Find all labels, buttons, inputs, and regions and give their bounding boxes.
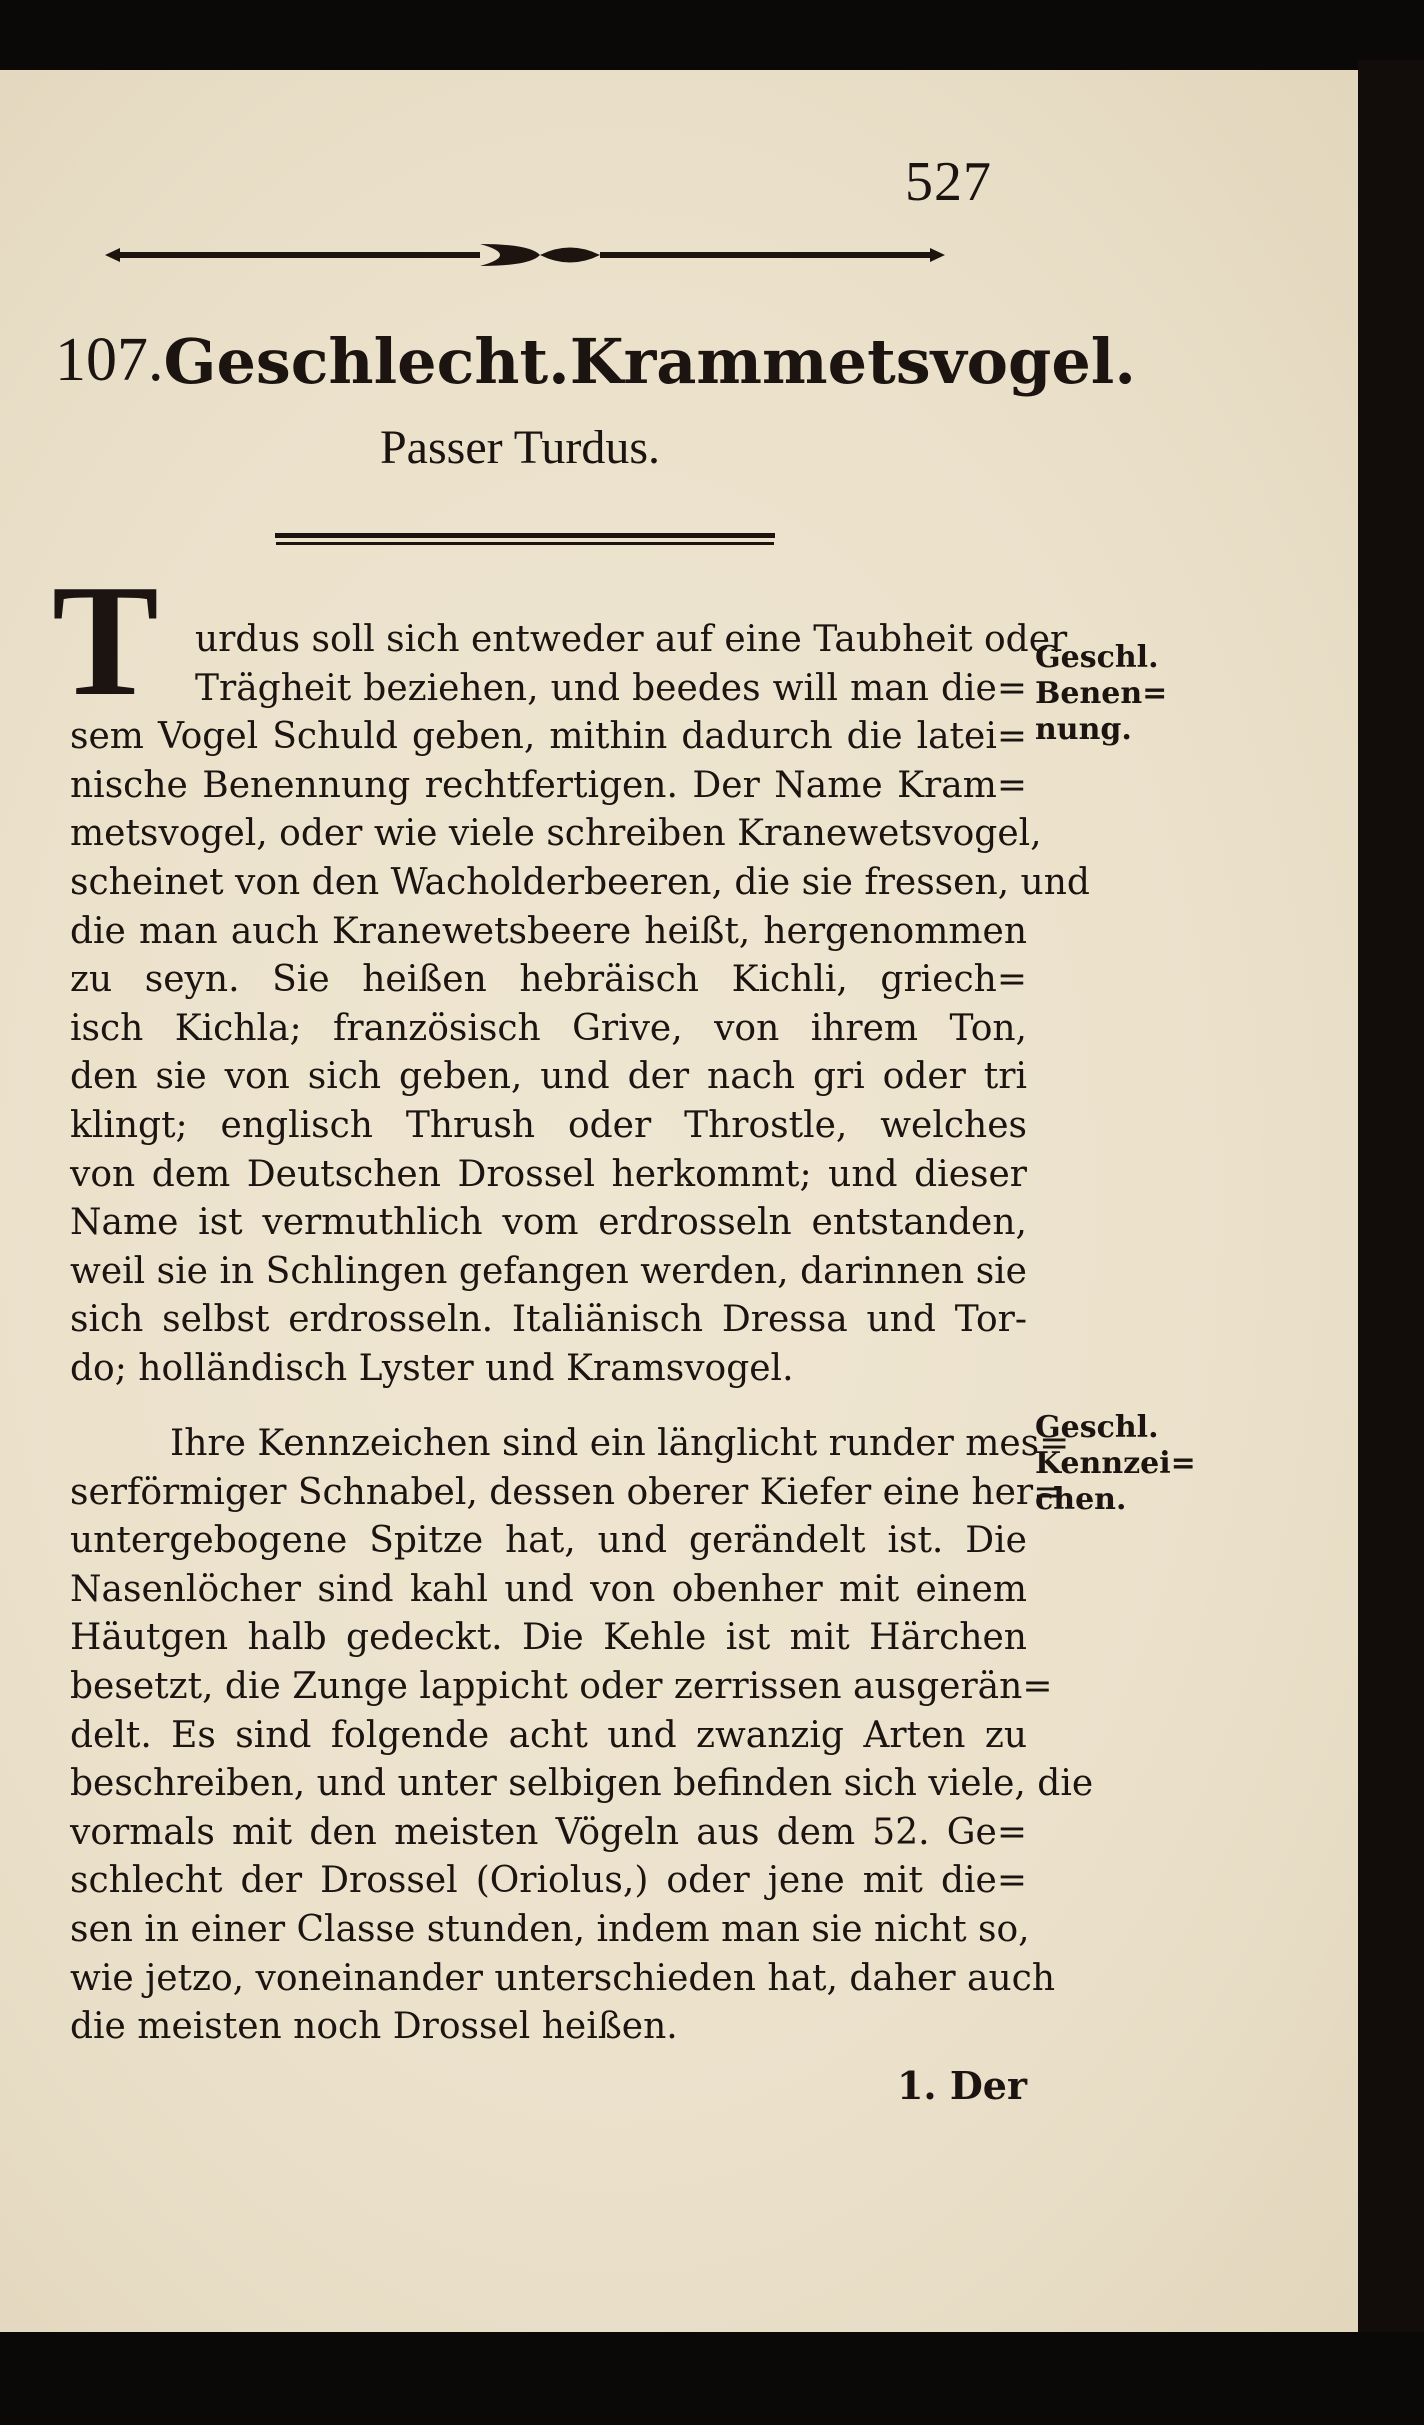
text-line: sem Vogel Schuld geben, mithin dadurch die latei= bbox=[70, 716, 1027, 758]
text-line: Nasenlöcher sind kahl und von obenher mit einem bbox=[70, 1568, 1027, 1610]
text-line: besetzt, die Zunge lappicht oder zerrissen ausgerän= bbox=[70, 1665, 1053, 1707]
text-line: den sie von sich geben, und der nach gri oder tri bbox=[70, 1056, 1027, 1098]
text-line: sen in einer Classe stunden, indem man sie nicht so, bbox=[70, 1908, 1030, 1950]
text-line: delt. Es sind folgende acht und zwanzig Arten zu bbox=[70, 1714, 1027, 1756]
latin-subtitle: Passer Turdus. bbox=[379, 421, 661, 474]
text-line: die meisten noch Drossel heißen. bbox=[70, 2006, 678, 2048]
text-line: Häutgen halb gedeckt. Die Kehle ist mit Härchen bbox=[70, 1617, 1027, 1659]
drop-cap: T bbox=[52, 551, 159, 729]
divider-rule bbox=[275, 533, 775, 538]
margin-note-line: Benen= bbox=[1035, 676, 1168, 711]
text-line: beschreiben, und unter selbigen befinden sich viele, die bbox=[70, 1763, 1094, 1805]
margin-note-line: Geschl. bbox=[1035, 1410, 1159, 1445]
margin-note-line: Kennzei= bbox=[1035, 1446, 1196, 1481]
margin-note-line: Geschl. bbox=[1035, 640, 1159, 675]
scan-background bbox=[0, 2332, 1424, 2425]
margin-note-kennzeichen bbox=[1035, 1410, 1196, 1518]
text-line: vormals mit den meisten Vögeln aus dem 52. Ge= bbox=[70, 1811, 1027, 1853]
text-line: isch Kichla; französisch Grive, von ihrem Ton, bbox=[70, 1007, 1027, 1049]
text-line: nische Benennung rechtfertigen. Der Name Kram= bbox=[70, 764, 1027, 806]
text-line: Name ist vermuthlich vom erdrosseln entstanden, bbox=[70, 1202, 1027, 1244]
text-line: urdus soll sich entweder auf eine Taubheit oder bbox=[195, 619, 1068, 660]
text-line: scheinet von den Wacholderbeeren, die sie fressen, und bbox=[70, 861, 1090, 903]
text-line: schlecht der Drossel (Oriolus,) oder jene mit die= bbox=[70, 1860, 1027, 1902]
text-line: untergebogene Spitze hat, und gerändelt ist. Die bbox=[70, 1520, 1027, 1562]
text-line: weil sie in Schlingen gefangen werden, darinnen sie bbox=[70, 1250, 1027, 1292]
text-line: serförmiger Schnabel, dessen oberer Kiefer eine her= bbox=[70, 1471, 1064, 1513]
text-line: sich selbst erdrosseln. Italiänisch Dressa und Tor- bbox=[70, 1299, 1027, 1341]
text-line: metsvogel, oder wie viele schreiben Kranewetsvogel, bbox=[70, 813, 1042, 855]
chapter-name: Krammetsvogel. bbox=[569, 325, 1136, 398]
text-line: zu seyn. Sie heißen hebräisch Kichli, griech= bbox=[70, 959, 1027, 1001]
text-line: Trägheit beziehen, und beedes will man die= bbox=[195, 667, 1027, 709]
text-line: klingt; englisch Thrush oder Throstle, welches bbox=[70, 1104, 1027, 1146]
text-line: wie jetzo, voneinander unterschieden hat, daher auch bbox=[70, 1957, 1056, 1999]
decorative-ornament-icon bbox=[100, 240, 950, 270]
catchword: 1. Der bbox=[896, 2063, 1027, 2108]
paragraph-1 bbox=[70, 616, 1090, 1394]
chapter-label: Geschlecht. bbox=[163, 325, 570, 398]
page-edge bbox=[1358, 60, 1424, 2350]
text-line: die man auch Kranewetsbeere heißt, hergenommen bbox=[70, 910, 1027, 952]
margin-note-line: chen. bbox=[1035, 1482, 1127, 1517]
text-line: do; holländisch Lyster und Kramsvogel. bbox=[70, 1347, 794, 1389]
margin-note-benennung bbox=[1035, 640, 1167, 748]
paragraph-2 bbox=[70, 1420, 1094, 2052]
margin-note-line: nung. bbox=[1035, 712, 1132, 747]
text-line: Ihre Kennzeichen sind ein länglicht runder mes= bbox=[170, 1423, 1070, 1464]
chapter-number: 107. bbox=[55, 326, 164, 394]
text-line: von dem Deutschen Drossel herkommt; und dieser bbox=[70, 1153, 1027, 1195]
page-number: 527 bbox=[905, 151, 992, 213]
chapter-heading bbox=[55, 325, 1136, 398]
